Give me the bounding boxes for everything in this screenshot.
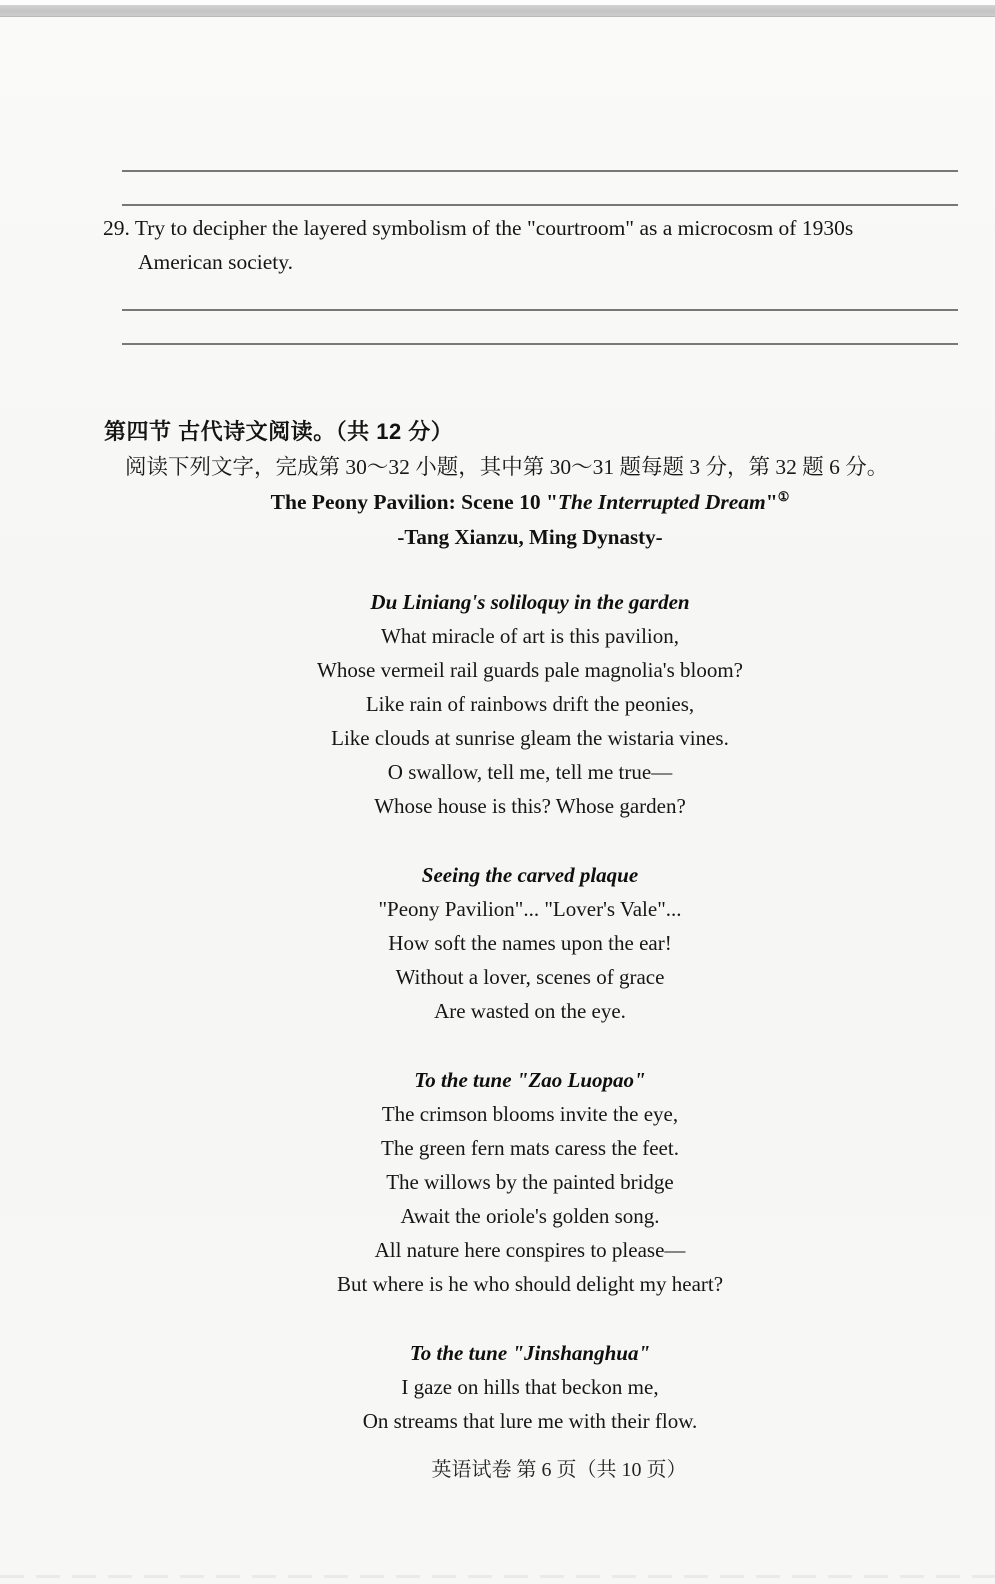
poem-line: What miracle of art is this pavilion, bbox=[381, 624, 679, 648]
poem-line: Without a lover, scenes of grace bbox=[395, 965, 665, 989]
poem-line: O swallow, tell me, tell me true— bbox=[387, 760, 673, 784]
poem-line: The green fern mats caress the feet. bbox=[381, 1136, 679, 1160]
page-footer: 英语试卷 第 6 页（共 10 页） bbox=[431, 1459, 687, 1481]
poem-line: Like rain of rainbows drift the peonies, bbox=[365, 692, 695, 716]
question-text-line2: American society. bbox=[138, 250, 294, 274]
question-number: 29. bbox=[103, 216, 130, 240]
poem-title-suffix: " bbox=[765, 490, 778, 514]
bottom-perforation-line bbox=[0, 1575, 995, 1578]
poem-title-prefix: The Peony Pavilion: Scene 10 " bbox=[270, 490, 558, 514]
answer-line bbox=[122, 204, 958, 206]
stanza-2 bbox=[65, 858, 995, 1028]
poem-line: Whose vermeil rail guards pale magnolia's bloom? bbox=[317, 658, 743, 682]
footnote-marker: ① bbox=[777, 488, 790, 504]
section-header: 第四节 古代诗文阅读。（共 12 分） bbox=[104, 419, 454, 444]
stanza-heading: Seeing the carved plaque bbox=[421, 863, 639, 887]
question-text-line1: Try to decipher the layered symbolism of the "courtroom" as a microcosm of 1930s bbox=[129, 216, 854, 240]
stanza-4 bbox=[65, 1336, 995, 1438]
answer-line bbox=[122, 343, 958, 345]
stanza-heading: To the tune "Jinshanghua" bbox=[409, 1341, 651, 1365]
poem-line: "Peony Pavilion"... "Lover's Vale"... bbox=[378, 897, 682, 921]
poem-line: All nature here conspires to please— bbox=[374, 1238, 686, 1262]
answer-line bbox=[122, 309, 958, 311]
stanza-heading: To the tune "Zao Luopao" bbox=[414, 1068, 646, 1092]
poem-line: How soft the names upon the ear! bbox=[388, 931, 672, 955]
poem-line: The crimson blooms invite the eye, bbox=[381, 1102, 679, 1126]
poem-author: -Tang Xianzu, Ming Dynasty- bbox=[397, 525, 663, 549]
stanza-1 bbox=[65, 585, 995, 823]
poem-line: Are wasted on the eye. bbox=[434, 999, 626, 1023]
poem-title-italic: The Interrupted Dream bbox=[557, 490, 766, 514]
poem-line: The willows by the painted bridge bbox=[386, 1170, 674, 1194]
poem-line: But where is he who should delight my heart? bbox=[336, 1272, 724, 1296]
stanza-3 bbox=[65, 1063, 995, 1301]
poem-line: Like clouds at sunrise gleam the wistaria vines. bbox=[331, 726, 729, 750]
poem-title bbox=[65, 485, 995, 519]
answer-line bbox=[122, 170, 958, 172]
section-instruction: 阅读下列文字，完成第 30～32 小题，其中第 30～31 题每题 3 分，第 32 题 6 分。 bbox=[125, 455, 889, 479]
poem-line: Whose house is this? Whose garden? bbox=[374, 794, 686, 818]
poem-line: On streams that lure me with their flow. bbox=[362, 1409, 698, 1433]
top-gray-bar bbox=[0, 5, 995, 17]
stanza-heading: Du Liniang's soliloquy in the garden bbox=[370, 590, 690, 614]
poem-line: I gaze on hills that beckon me, bbox=[401, 1375, 659, 1399]
poem-line: Await the oriole's golden song. bbox=[400, 1204, 660, 1228]
question-29 bbox=[103, 211, 973, 279]
